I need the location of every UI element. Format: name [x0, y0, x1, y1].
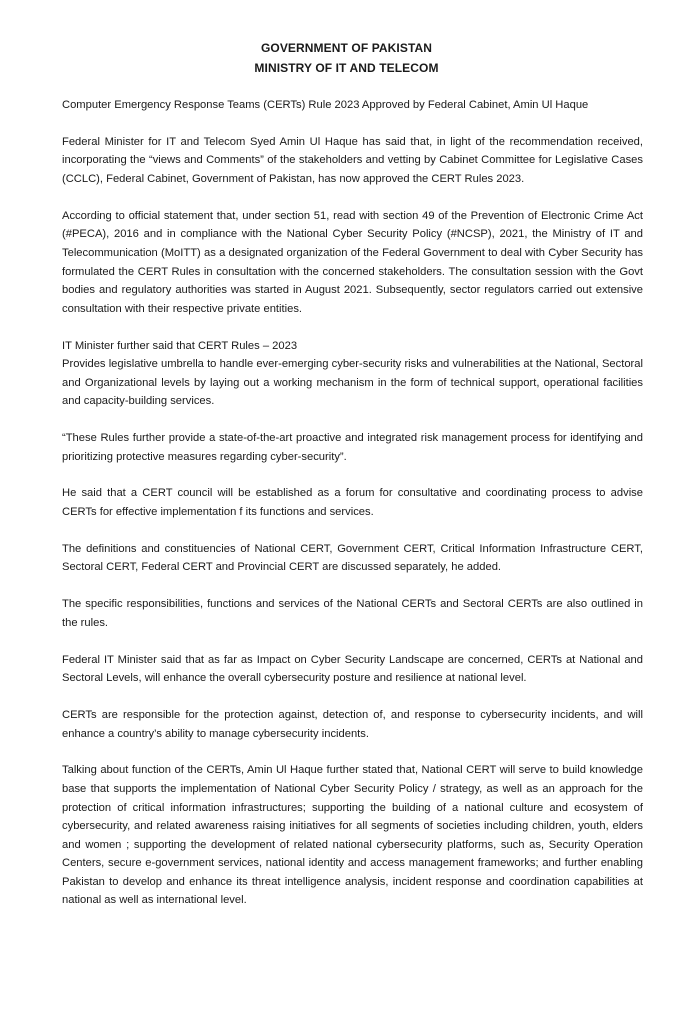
paragraph: The definitions and constituencies of National CERT, Government CERT, Critical Information Infrastructure CERT, Sectoral CERT, Federal CERT and Provincial CERT are discussed separately, he added.	[62, 542, 643, 574]
paragraph: Provides legislative umbrella to handle ever-emerging cyber-security risks and vulnerabilities at the National, Sectoral and Organizational levels by laying out a working mechanism in the form of technical support, operational facilities and capacity-building services.	[62, 358, 643, 408]
government-title: GOVERNMENT OF PAKISTAN	[260, 41, 433, 55]
paragraph: According to official statement that, under section 51, read with section 49 of the Prevention of Electronic Crime Act (#PECA), 2016 and in compliance with the National Cyber Security Policy (#NCSP), 2021, the Ministry of IT and Telecommunication (MoITT) as a designated organization of the Federal Government to deal with Cyber Security has formulated the CERT Rules in consultation with the concerned stakeholders. The consultation session with the Govt bodies and regulatory authorities was started in August 2021. Subsequently, sector regulators carried out extensive consultation with their respective private entities.	[62, 209, 643, 315]
paragraph: Talking about function of the CERTs, Amin Ul Haque further stated that, National CERT will serve to build knowledge base that supports the implementation of National Cyber Security Policy / strategy, as well as an approach for the protection of critical information infrastructures; supporting the building of a national culture and ecosystem of cybersecurity, and related awareness raising initiatives for all segments of societies including children, youth, elders and women ; supporting the development of related national cybersecurity platforms, such as, Security Operation Centers, secure e-government services, national identity and access management frameworks; and further enabling Pakistan to develop and enhance its threat intelligence analysis, incident response and coordination capabilities at national as well as international level.	[62, 764, 643, 907]
paragraph: CERTs are responsible for the protection against, detection of, and response to cybersecurity incidents, and will enhance a country’s ability to manage cybersecurity incidents.	[62, 708, 643, 740]
quote-paragraph: “These Rules further provide a state-of-the-art proactive and integrated risk management process for identifying and prioritizing protective measures regarding cyber-security”.	[62, 432, 643, 463]
document-body	[62, 96, 643, 928]
paragraph-lead-in: IT Minister further said that CERT Rules – 2023	[62, 339, 298, 352]
paragraph: The specific responsibilities, functions and services of the National CERTs and Sectoral CERTs are also outlined in the rules.	[62, 598, 643, 629]
paragraph: Federal IT Minister said that as far as Impact on Cyber Security Landscape are concerned, CERTs at National and Sectoral Levels, will enhance the overall cybersecurity posture and resilience at national level.	[62, 653, 643, 685]
ministry-title: MINISTRY OF IT AND TELECOM	[254, 61, 439, 75]
paragraph: Federal Minister for IT and Telecom Syed Amin Ul Haque has said that, in light of the recommendation received, incorporating the “views and Comments” of the stakeholders and vetting by Cabinet Committee for Legislative Cases (CCLC), Federal Cabinet, Government of Pakistan, has now approved the CERT Rules 2023.	[62, 135, 643, 185]
document-header	[0, 38, 693, 78]
headline-paragraph: Computer Emergency Response Teams (CERTs) Rule 2023 Approved by Federal Cabinet, Amin Ul Haque	[62, 99, 589, 111]
paragraph: He said that a CERT council will be established as a forum for consultative and coordinating process to advise CERTs for effective implementation f its functions and services.	[62, 487, 643, 519]
